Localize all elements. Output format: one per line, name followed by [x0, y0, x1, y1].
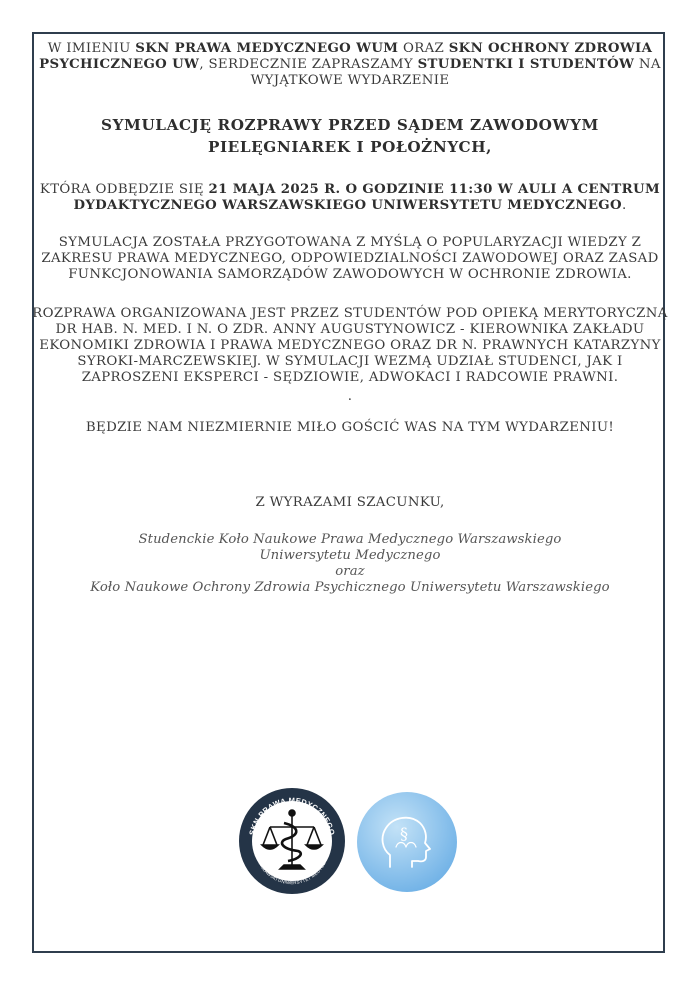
- intro-paragraph: [32, 41, 668, 90]
- closing-wish: BĘDZIE NAM NIEZMIERNIE MIŁO GOŚCIĆ WAS NA TYM WYDARZENIU!: [85, 419, 615, 435]
- separator-dot: .: [347, 388, 353, 404]
- intro-text: W IMIENIU: [47, 41, 136, 56]
- when-text: .: [621, 197, 627, 213]
- event-datetime-location: 21 MAJA 2025 R. O GODZINIE 11:30 W AULI A CENTRUM DYDAKTYCZNEGO WARSZAWSKIEGO UNIWERSYTETU MEDYCZNEGO: [73, 181, 661, 213]
- regards: Z WYRAZAMI SZACUNKU,: [255, 495, 445, 511]
- logo-ring-bottom-text: WARSZAWSKI UNIWERSYTET MEDYCZNY: [255, 855, 329, 886]
- organizer-2: SKN OCHRONY ZDROWIA PSYCHICZNEGO UW: [39, 41, 653, 73]
- event-title: SYMULACJĘ ROZPRAWY PRZED SĄDEM ZAWODOWYM PIELĘGNIAREK I POŁOŻNYCH,: [101, 115, 599, 156]
- signature-line: Studenckie Koło Naukowe Prawa Medycznego Warszawskiego: [138, 532, 562, 548]
- audience: STUDENTKI I STUDENTÓW: [417, 57, 635, 73]
- organization-paragraph: ROZPRAWA ORGANIZOWANA JEST PRZEZ STUDENTÓW POD OPIEKĄ MERYTORYCZNĄ DR HAB. N. MED. I N. O ZDR. ANNY AUGUSTYNOWICZ - KIEROWNIKA ZAKŁADU EKONOMIKI ZDROWIA I PRAWA MEDYCZNEGO ORAZ DR N. PRAWNYCH KATARZYNY SYROKI-MARCZEWSKIEJ. W SYMULACJI WEZMĄ UDZIAŁ STUDENCI, JAK I ZAPROSZENI EKSPERCI - SĘDZIOWIE, ADWOKACI I RADCOWIE PRAWNI.: [32, 305, 668, 386]
- signature-line: Koło Naukowe Ochrony Zdrowia Psychicznego Uniwersytetu Warszawskiego: [90, 580, 610, 596]
- intro-text: NA WYJĄTKOWE WYDARZENIE: [250, 57, 661, 89]
- event-time-place: [32, 182, 668, 214]
- signature: [32, 532, 668, 596]
- signature-line: oraz: [335, 564, 365, 580]
- logo-ring-top-text: SKN PRAWA MEDYCZNEGO: [247, 795, 337, 837]
- when-text: KTÓRA ODBĘDZIE SIĘ: [39, 181, 209, 197]
- intro-text: ORAZ: [398, 41, 449, 56]
- purpose-paragraph: SYMULACJA ZOSTAŁA PRZYGOTOWANA Z MYŚLĄ O POPULARYZACJI WIEDZY Z ZAKRESU PRAWA MEDYCZNEGO, ODPOWIEDZIALNOŚCI ZAWODOWEJ ORAZ ZASAD FUNKCJONOWANIA SAMORZĄDÓW ZAWODOWYCH W OCHRONIE ZDROWIA.: [41, 235, 659, 283]
- logos: [0, 787, 700, 897]
- skn-ochrony-zdrowia-logo: [356, 791, 458, 893]
- paragraph-sign-icon: §: [400, 824, 408, 843]
- organizer-1: SKN PRAWA MEDYCZNEGO WUM: [135, 41, 399, 56]
- skn-prawa-medycznego-logo: [238, 787, 346, 895]
- invitation-letter: [32, 40, 668, 596]
- intro-text: , SERDECZNIE ZAPRASZAMY: [199, 57, 418, 73]
- signature-line: Uniwersytetu Medycznego: [259, 548, 441, 564]
